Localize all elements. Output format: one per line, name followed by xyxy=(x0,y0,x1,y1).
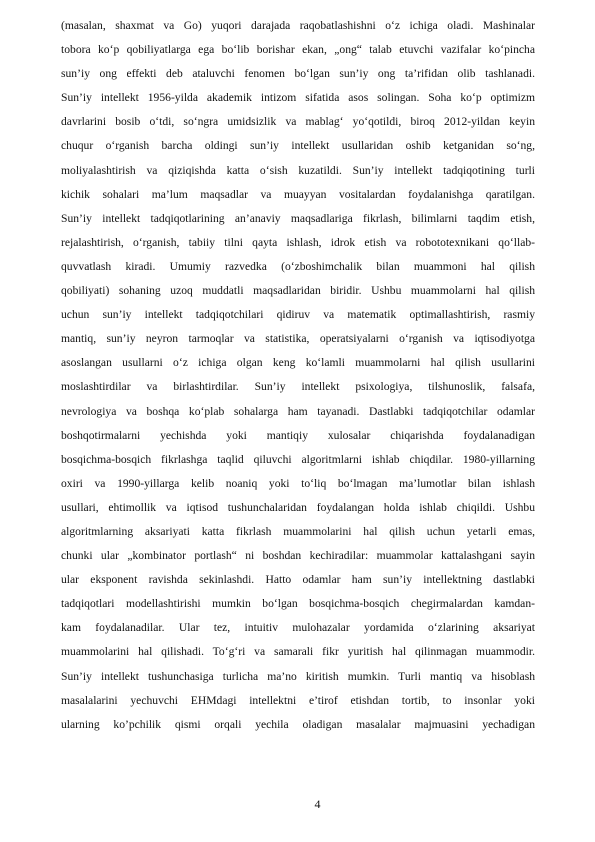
text-line: quvvatlash kiradi. Umumiy razvedka (o‘zboshimchalik bilan muammoni hal qilish xyxy=(61,259,535,273)
text-line: kam foydalanadilar. Ular tez, intuitiv mulohazalar yordamida o‘zlarining aksariyat xyxy=(61,621,535,635)
text-line: (masalan, shaxmat va Go) yuqori darajada raqobatlashishni o‘z ichiga oladi. Mashinalar xyxy=(61,19,535,32)
text-line: tadqiqotlari modellashtirishi mumkin bo‘lgan bosqichma-bosqich chegirmalardan kamdan- xyxy=(61,597,535,611)
text-line: ularning ko’pchilik qismi orqali yechila oladigan masalalar majmuasini yechadigan xyxy=(61,717,535,731)
text-line: kichik sohalari ma’lum maqsadlar va muayyan vositalardan foydalanishga qaratilgan. xyxy=(61,187,535,201)
text-line: masalalarini yechuvchi EHMdagi intellektni e’tirof etishdan tortib, to insonlar yoki xyxy=(61,693,535,707)
text-line: rejalashtirish, o‘rganish, tabiiy tilni qayta ishlash, idrok etish va robototexnikani qo‘llab- xyxy=(61,235,535,249)
text-line: ular eksponent ravishda sekinlashdi. Hatto odamlar ham sun’iy intellektning dastlabki xyxy=(61,573,535,587)
text-line: Sun’iy intellekt tadqiqotlarining an’anaviy maqsadlariga fikrlash, bilimlarni taqdim etish, xyxy=(61,211,535,225)
text-line: moliyalashtirish va qiziqishda katta o‘sish kuzatildi. Sun’iy intellekt tadqiqotining turli xyxy=(61,163,535,177)
page-number: 4 xyxy=(314,797,321,811)
text-line: Sun’iy intellekt tushunchasiga turlicha ma’no kiritish mumkin. Turli mantiq va hisoblash xyxy=(61,669,535,683)
text-line: chunki ular „kombinator portlash“ ni boshdan kechiradilar: muammolar kattalashgani sayin xyxy=(61,549,535,563)
text-line: nevrologiya va boshqa ko‘plab sohalarga ham tayanadi. Dastlabki tadqiqotchilar odamlar xyxy=(61,404,535,418)
text-line: asoslangan usullarni o‘z ichiga olgan keng ko‘lamli muammolarni hal qilish usullarini xyxy=(61,356,535,370)
text-line: mantiq, sun’iy neyron tarmoqlar va statistika, operatsiyalarni o‘rganish va iqtisodiyotga xyxy=(61,332,535,346)
text-line: oxiri va 1990-yillarga kelib noaniq yoki to‘liq bo‘lmagan ma’lumotlar bilan ishlash xyxy=(61,476,535,490)
text-line: muammolarini hal qilishadi. To‘g‘ri va samarali fikr yuritish hal qilinmagan muammodir. xyxy=(61,645,535,659)
text-line: boshqotirmalarni yechishda yoki mantiqiy xulosalar chiqarishda foydalanadigan xyxy=(61,428,535,442)
text-line: tobora ko‘p qobiliyatlarga ega bo‘lib borishar ekan, „ong“ talab etuvchi vazifalar ko‘pincha xyxy=(61,43,535,57)
body-paragraph xyxy=(61,14,535,737)
text-line: algoritmlarning aksariyati katta fikrlash muammolarini hal qilish uchun yetarli emas, xyxy=(61,524,535,538)
text-line: bosqichma-bosqich fikrlashga taqlid qiluvchi algoritmlarni ishlab chiqdilar. 1980-yillarning xyxy=(61,452,535,466)
text-line: moslashtirdilar va birlashtirdilar. Sun’iy intellekt psixologiya, tilshunoslik, falsafa, xyxy=(61,380,535,394)
text-line: chuqur o‘rganish barcha oldingi sun’iy intellekt usullaridan oshib ketganidan so‘ng, xyxy=(61,139,535,153)
text-line: uchun sun’iy intellekt tadqiqotchilari qidiruv va matematik optimallashtirish, rasmiy xyxy=(61,308,535,322)
text-line: davrlarini bosib o‘tdi, so‘ngra umidsizlik va mablag‘ yo‘qotildi, biroq 2012-yildan keyin xyxy=(61,115,535,129)
text-line: qobiliyati) sohaning uzoq muddatli maqsadlaridan biridir. Ushbu muammolarni hal qilish xyxy=(61,284,535,298)
text-line: Sun’iy intellekt 1956-yilda akademik intizom sifatida asos solingan. Soha ko‘p optimizm xyxy=(61,91,535,105)
text-line: usullari, ehtimollik va iqtisod tushunchalaridan foydalangan holda ishlab chiqildi. Ushbu xyxy=(61,500,535,514)
text-line: sun’iy ong effekti deb ataluvchi fenomen bo‘lgan sun’iy ong ta’rifidan olib tashlanadi. xyxy=(61,67,535,81)
